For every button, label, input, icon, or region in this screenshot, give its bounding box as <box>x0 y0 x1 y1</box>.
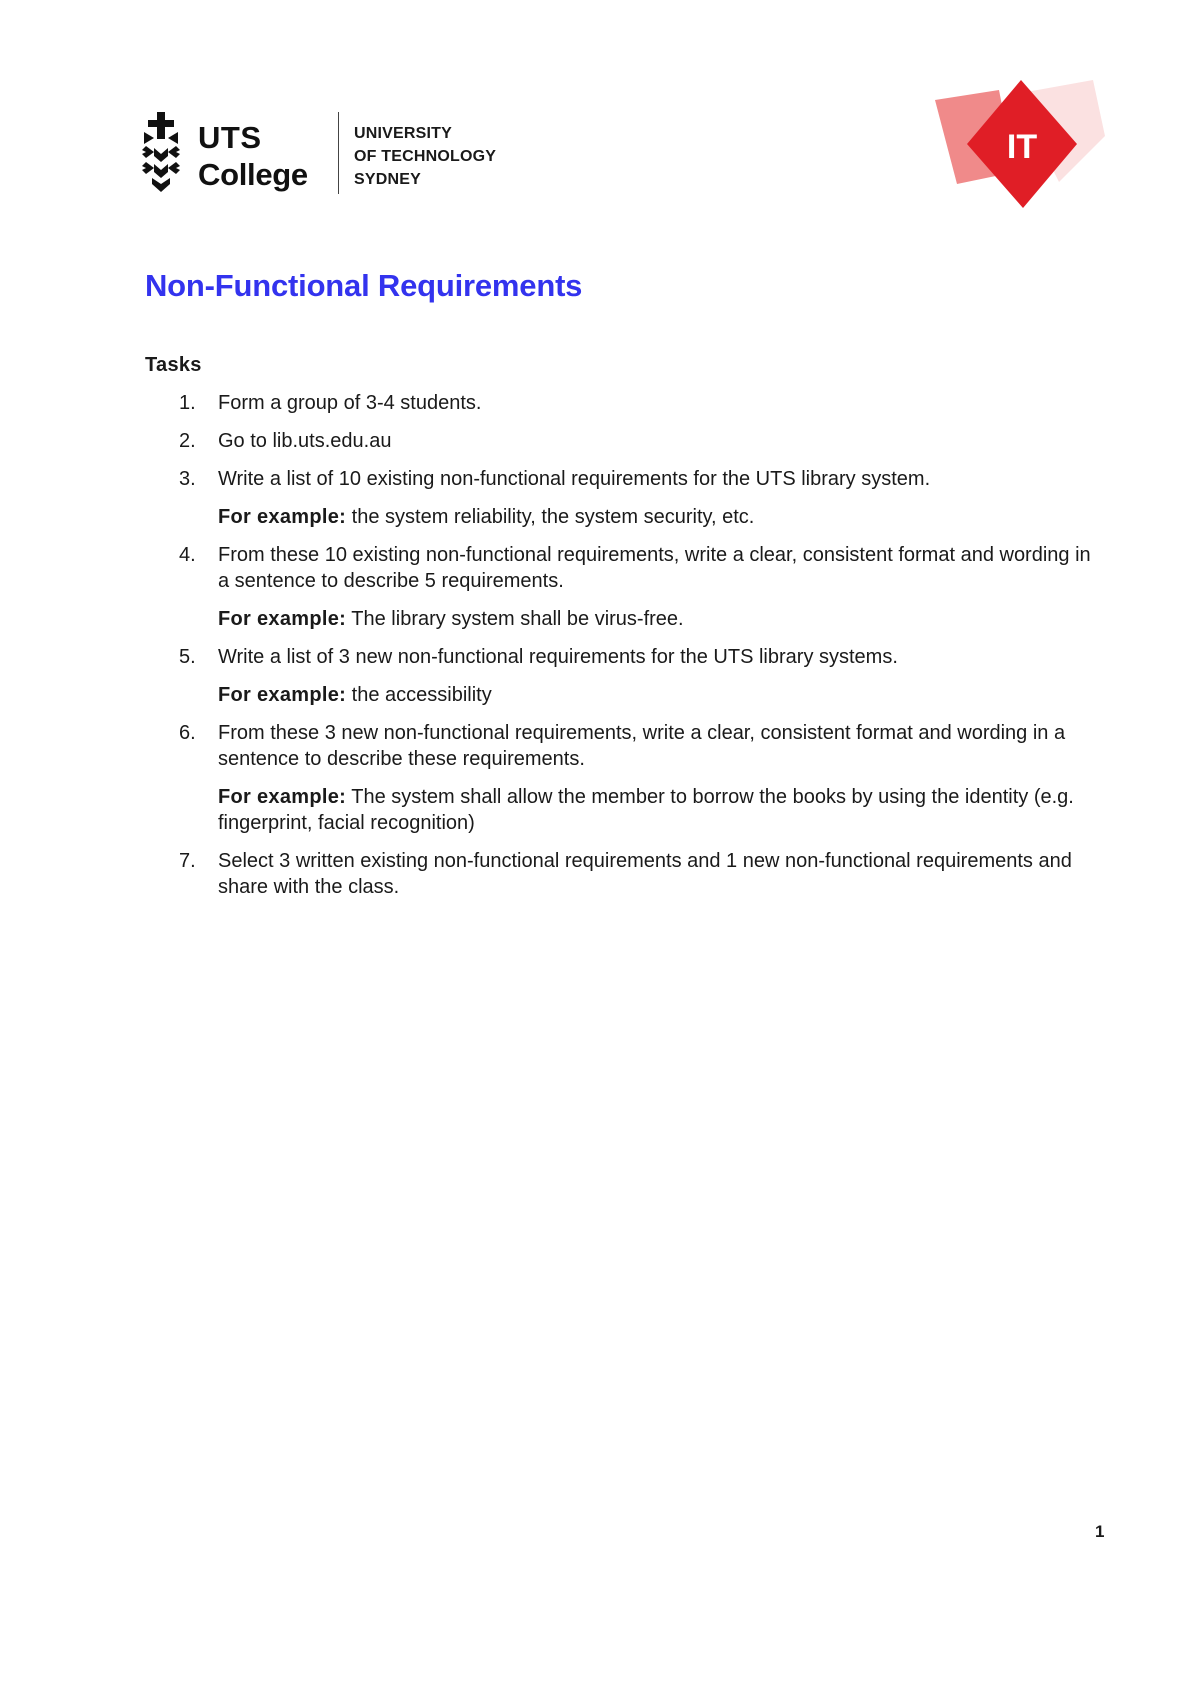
task-number: 4. <box>179 544 196 566</box>
logo-divider <box>338 112 339 194</box>
task-text: From these 10 existing non-functional requirements, write a clear, consistent format and wording in a sentence to describe 5 requirements. <box>218 544 1091 592</box>
uts-college-wordmark <box>198 108 308 190</box>
task-number: 5. <box>179 646 196 668</box>
example-label: For example: <box>218 786 347 808</box>
task-item-6 <box>145 720 1105 836</box>
task-item-1 <box>145 390 1105 416</box>
uts-college-logo <box>142 108 522 194</box>
task-example <box>218 606 1105 632</box>
example-label: For example: <box>218 506 347 528</box>
task-number: 6. <box>179 722 196 744</box>
example-label: For example: <box>218 684 347 706</box>
university-name <box>354 122 496 191</box>
task-number: 1. <box>179 392 196 414</box>
task-text: From these 3 new non-functional requirements, write a clear, consistent format and wording in a sentence to describe these requirements. <box>218 722 1066 770</box>
task-text: Select 3 written existing non-functional requirements and 1 new non-functional requirements and share with the class. <box>218 850 1072 898</box>
page-title: Non-Functional Requirements <box>145 268 583 303</box>
task-item-7 <box>145 848 1105 900</box>
task-text: Go to lib.uts.edu.au <box>218 430 392 452</box>
task-item-2 <box>145 428 1105 454</box>
task-number: 3. <box>179 468 196 490</box>
task-text: Write a list of 10 existing non-functional requirements for the UTS library system. <box>218 468 931 490</box>
uts-wordmark-line1: UTS <box>198 120 262 155</box>
it-badge-logo <box>935 80 1105 210</box>
task-example <box>218 682 1105 708</box>
example-text: the system reliability, the system security, etc. <box>346 506 755 528</box>
example-text: the accessibility <box>346 684 492 706</box>
university-name-line1: UNIVERSITY <box>354 125 453 142</box>
example-text: The system shall allow the member to borrow the books by using the identity (e.g. fingerprint, facial recognition) <box>218 786 1074 834</box>
task-example <box>218 504 1105 530</box>
university-name-line2: OF TECHNOLOGY <box>354 148 497 165</box>
task-text: Write a list of 3 new non-functional requirements for the UTS library systems. <box>218 646 898 668</box>
example-text: The library system shall be virus-free. <box>346 608 684 630</box>
uts-wordmark-line2: College <box>198 157 308 192</box>
task-number: 7. <box>179 850 196 872</box>
badge-label: IT <box>1006 128 1038 166</box>
task-item-5 <box>145 644 1105 708</box>
task-number: 2. <box>179 430 196 452</box>
university-name-line3: SYDNEY <box>354 171 421 188</box>
task-item-4 <box>145 542 1105 632</box>
task-list <box>145 390 1105 912</box>
task-text: Form a group of 3-4 students. <box>218 392 482 414</box>
example-label: For example: <box>218 608 347 630</box>
page-number: 1 <box>1095 1522 1105 1541</box>
uts-crest-icon <box>142 112 180 192</box>
task-item-3 <box>145 466 1105 530</box>
section-heading-tasks: Tasks <box>145 354 202 376</box>
task-example <box>218 784 1105 836</box>
